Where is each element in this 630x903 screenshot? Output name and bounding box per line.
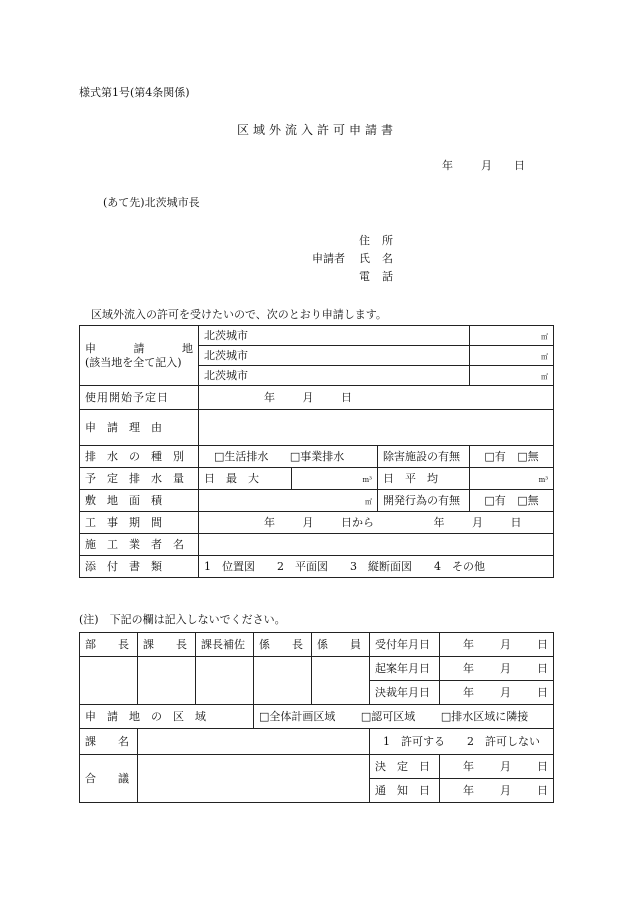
reason-field[interactable] xyxy=(199,410,554,446)
drain-living-checkbox[interactable]: □生活排水 xyxy=(214,449,269,463)
site-area-2[interactable]: ㎡ xyxy=(470,346,554,366)
reason-label: 申 請 理 由 xyxy=(80,410,199,446)
site-row-1[interactable]: 北茨城市 xyxy=(199,326,470,346)
land-area-field[interactable]: ㎡ xyxy=(199,490,378,512)
site-row-2[interactable]: 北茨城市 xyxy=(199,346,470,366)
approval-date-label: 決裁年月日 xyxy=(370,681,440,705)
council-label: 合 議 xyxy=(80,755,138,803)
contractor-label: 施 工 業 者 名 xyxy=(80,534,199,556)
daily-max-field[interactable]: m³ xyxy=(292,468,378,490)
stamp-section-chief[interactable] xyxy=(138,657,196,705)
zone-adjacent-checkbox[interactable]: □排水区域に隣接 xyxy=(440,709,529,723)
start-date-label: 使用開始予定日 xyxy=(80,386,199,410)
date-year: 年 xyxy=(442,159,453,172)
volume-label: 予 定 排 水 量 xyxy=(80,468,199,490)
address-label-a: 住 xyxy=(359,234,370,247)
phone-label-a: 電 xyxy=(359,270,370,283)
name-label-b: 名 xyxy=(382,252,393,265)
start-date-field[interactable]: 年 月 日 xyxy=(199,386,554,410)
drain-business-checkbox[interactable]: □事業排水 xyxy=(289,449,345,463)
date-month: 月 xyxy=(481,159,492,172)
form-number: 様式第1号(第4条関係) xyxy=(79,86,190,99)
section-field[interactable] xyxy=(138,729,370,755)
site-area-1[interactable]: ㎡ xyxy=(470,326,554,346)
office-use-note: (注) 下記の欄は記入しないでください。 xyxy=(79,613,286,626)
stamp-subsection-chief[interactable] xyxy=(254,657,312,705)
council-field[interactable] xyxy=(138,755,370,803)
development-label: 開発行為の有無 xyxy=(378,490,470,512)
addressee: (あて先)北茨城市長 xyxy=(103,196,200,209)
office-use-table xyxy=(79,632,554,803)
drain-type-label: 排 水 の 種 別 xyxy=(80,446,199,468)
development-no-checkbox[interactable]: □無 xyxy=(517,493,539,507)
role-subsection-chief: 係 長 xyxy=(254,633,312,657)
notice-date-field[interactable]: 年 月 日 xyxy=(440,779,554,803)
site-row-3[interactable]: 北茨城市 xyxy=(199,366,470,386)
drain-type-field[interactable] xyxy=(199,446,378,468)
notice-date-label: 通 知 日 xyxy=(370,779,440,803)
land-area-label: 敷 地 面 積 xyxy=(80,490,199,512)
role-staff: 係 員 xyxy=(312,633,370,657)
form-title: 区域外流入許可申請書 xyxy=(237,123,398,137)
attachments-label: 添 付 書 類 xyxy=(80,556,199,578)
approval-date-field[interactable]: 年 月 日 xyxy=(440,681,554,705)
removal-yes-checkbox[interactable]: □有 xyxy=(484,449,506,463)
permit-choice[interactable]: 1 許可する 2 許可しない xyxy=(370,729,554,755)
work-period-label: 工 事 期 間 xyxy=(80,512,199,534)
receipt-date-field[interactable]: 年 月 日 xyxy=(440,633,554,657)
stamp-deputy-chief[interactable] xyxy=(196,657,254,705)
removal-no-checkbox[interactable]: □無 xyxy=(517,449,539,463)
decision-date-field[interactable]: 年 月 日 xyxy=(440,755,554,779)
contractor-field[interactable] xyxy=(199,534,554,556)
intro-text: 区域外流入の許可を受けたいので、次のとおり申請します。 xyxy=(91,308,387,321)
site-label-cell xyxy=(80,326,199,386)
removal-field[interactable] xyxy=(470,446,554,468)
stamp-director[interactable] xyxy=(80,657,138,705)
zone-label: 申 請 地 の 区 域 xyxy=(80,705,254,729)
development-field[interactable] xyxy=(470,490,554,512)
removal-label: 除害施設の有無 xyxy=(378,446,470,468)
stamp-staff[interactable] xyxy=(312,657,370,705)
applicant-label: 申請者 xyxy=(312,252,345,265)
section-label: 課 名 xyxy=(80,729,138,755)
daily-max-label: 日 最 大 xyxy=(199,468,292,490)
date-day: 日 xyxy=(514,159,525,172)
phone-label-b: 話 xyxy=(382,270,393,283)
daily-avg-field[interactable]: m³ xyxy=(470,468,554,490)
attachments-list: 1 位置図 2 平面図 3 縦断面図 4 その他 xyxy=(199,556,554,578)
zone-all-checkbox[interactable]: □全体計画区域 xyxy=(259,709,336,723)
receipt-date-label: 受付年月日 xyxy=(370,633,440,657)
zone-field[interactable] xyxy=(254,705,554,729)
role-director: 部 長 xyxy=(80,633,138,657)
decision-date-label: 決 定 日 xyxy=(370,755,440,779)
site-sub-label: (該当地を全て記入) xyxy=(85,355,182,369)
address-label-b: 所 xyxy=(382,234,393,247)
daily-avg-label: 日 平 均 xyxy=(378,468,470,490)
site-label: 申 請 地 xyxy=(85,342,193,356)
draft-date-label: 起案年月日 xyxy=(370,657,440,681)
development-yes-checkbox[interactable]: □有 xyxy=(484,493,506,507)
work-period-field[interactable]: 年 月 日から 年 月 日 xyxy=(199,512,554,534)
name-label-a: 氏 xyxy=(359,252,370,265)
draft-date-field[interactable]: 年 月 日 xyxy=(440,657,554,681)
site-area-3[interactable]: ㎡ xyxy=(470,366,554,386)
application-table xyxy=(79,325,554,578)
role-deputy-chief: 課長補佐 xyxy=(196,633,254,657)
zone-approved-checkbox[interactable]: □認可区域 xyxy=(360,709,416,723)
role-section-chief: 課 長 xyxy=(138,633,196,657)
